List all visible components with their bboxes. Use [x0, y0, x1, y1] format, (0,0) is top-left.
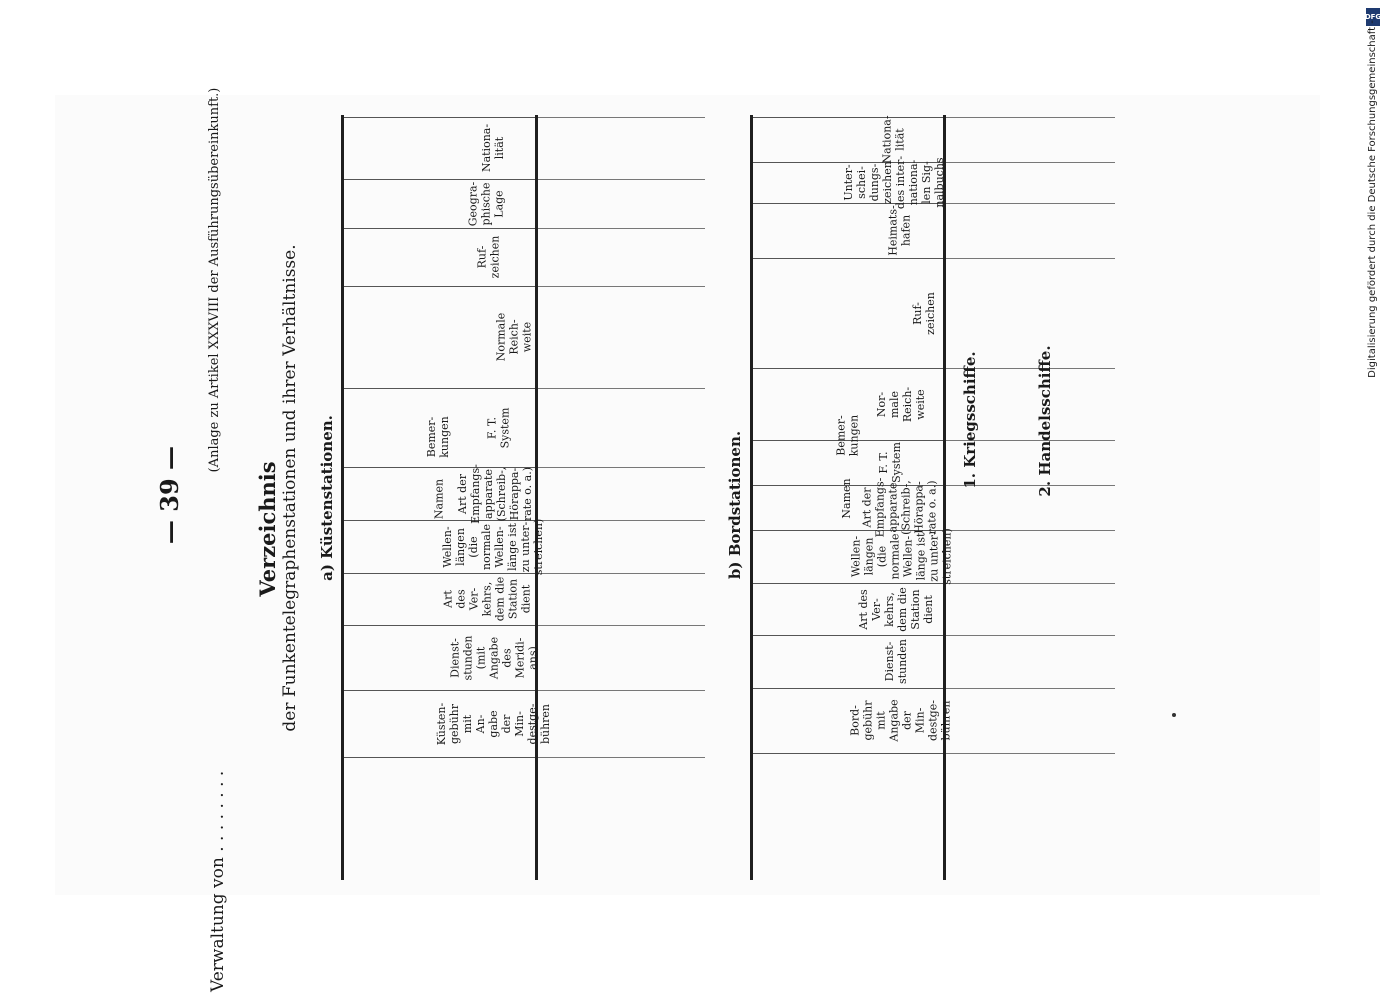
coastal-body-divider — [538, 117, 705, 118]
page-subtitle: der Funkentelegraphenstationen und ihrer Verhältnisse. — [280, 244, 300, 732]
coastal-body-divider — [538, 757, 705, 758]
coastal-header-cell: Namen — [431, 478, 445, 519]
ship-body-divider — [946, 635, 1115, 636]
page-number: — 39 — — [155, 445, 184, 545]
administration-line: Verwaltung von . . . . . . . . — [208, 770, 228, 992]
ship-body-divider — [946, 688, 1115, 689]
ship-header-cell: F. T. System — [876, 442, 903, 483]
coastal-header-cell: Normale Reich- weite — [493, 312, 533, 362]
coastal-body-divider — [538, 286, 705, 287]
coastal-body-divider — [538, 179, 705, 180]
coastal-header-cell: Dienst- stunden (mit Angabe des Meridi- ans) — [447, 635, 539, 680]
ship-body-divider — [946, 753, 1115, 754]
coastal-body-divider — [538, 228, 705, 229]
coastal-header-cell: F. T. System — [484, 407, 511, 448]
ship-header-cell: Unter- schei- dungs- zeichen des inter- nationa- len Sig- nalbuchs — [841, 155, 946, 210]
coastal-header-cell: Art des Ver- kehrs, dem die Station dient — [440, 576, 532, 622]
ship-header-cell: Dienst- stunden — [882, 639, 909, 684]
digitization-credit: Digitalisierung gefördert durch die Deutsche Forschungsgemeinschaft - — [1367, 20, 1378, 378]
ship-header-cell: Nationa- lität — [880, 115, 907, 164]
ship-header-cell: Heimats- hafen — [886, 205, 913, 256]
ship-header-cell: Bord- gebühr mit Angabe der Min- destge- bühren — [848, 699, 953, 742]
coastal-header-cell: Küsten- gebühr mit An- gabe der Min- destge- bühren — [434, 702, 552, 745]
ship-category-warships: 1. Kriegsschiffe. — [961, 351, 979, 489]
page-title: Verzeichnis — [255, 461, 280, 597]
coastal-header-cell: Wellen- längen (die normale Wellen- länge ist zu unter- streichen) — [440, 518, 545, 575]
ship-header-cell: Namen — [840, 478, 853, 519]
ship-header-cell: Bemer- kungen — [833, 414, 860, 456]
ship-category-merchant: 2. Handelsschiffe. — [1036, 345, 1054, 497]
coastal-header-cell: Bemer- kungen — [425, 416, 451, 458]
speck-mark — [1172, 713, 1176, 717]
coastal-header-cell: Ruf- zeichen — [475, 235, 502, 279]
ship-header-cell: Nor- male Reich- weite — [874, 386, 927, 422]
page-sheet — [55, 95, 1320, 895]
ship-body-divider — [946, 258, 1115, 259]
ship-header-cell: Wellen- längen (die normale Wellen- länge ist zu unter- streichen) — [849, 528, 954, 585]
ship-header-cell: Ruf- zeichen — [909, 291, 936, 335]
coastal-header-cell: Art der Empfangs- apparate (Schreib-, Hörappa- rate o. a.) — [455, 463, 534, 524]
coastal-section-heading: a) Küstenstationen. — [318, 415, 336, 581]
coastal-body-divider — [538, 690, 705, 691]
coastal-header-cell: Geogra- phische Lage — [465, 181, 505, 226]
annex-note: (Anlage zu Artikel XXXVIII der Ausführungsübereinkunft.) — [207, 87, 222, 473]
coastal-body-divider — [538, 625, 705, 626]
dfg-logo: DFG — [1366, 8, 1380, 26]
coastal-header-cell: Nationa- lität — [480, 123, 507, 173]
ship-section-heading: b) Bordstationen. — [726, 430, 744, 580]
coastal-body-divider — [538, 388, 705, 389]
ship-header-cell: Art des Ver- kehrs, dem die Station dient — [855, 586, 934, 632]
ship-header-cell: Art der Empfangs- apparate (Schreib-, Hörappa- rate o. a.) — [859, 477, 938, 538]
